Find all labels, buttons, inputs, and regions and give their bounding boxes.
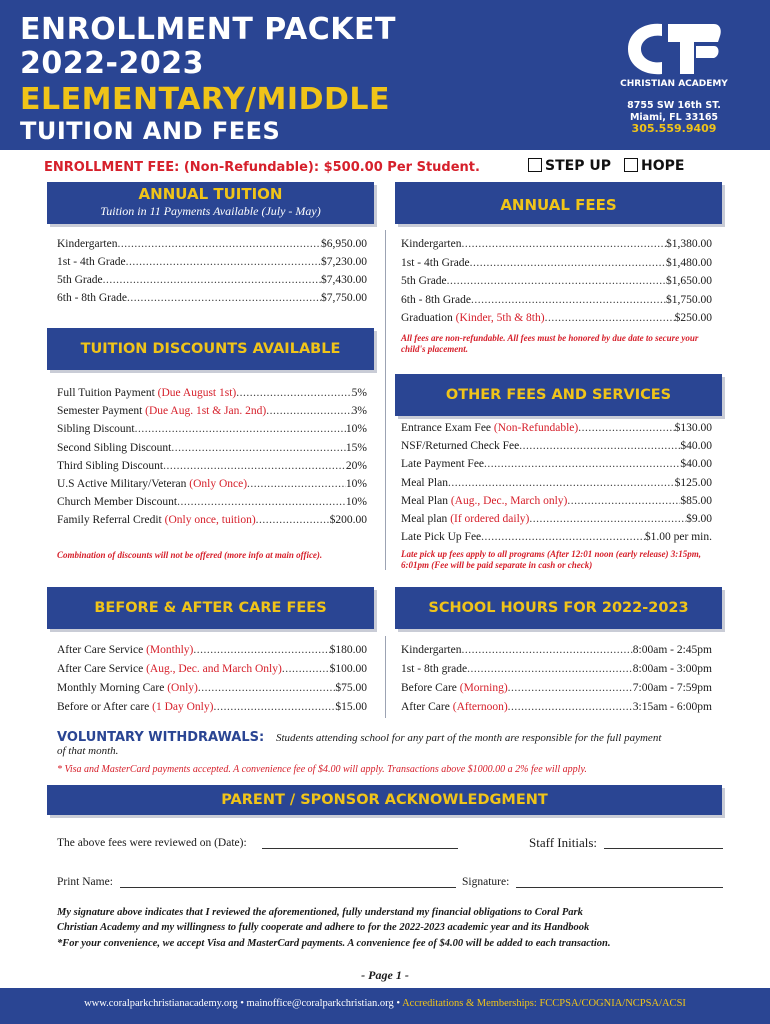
item-value: $1,750.00 — [666, 293, 712, 306]
item-value: $130.00 — [674, 422, 712, 434]
item-label-text: Kindergarten — [401, 238, 462, 250]
item-label — [57, 495, 177, 509]
dot-leader — [135, 422, 346, 436]
list-item — [401, 439, 712, 453]
list-item — [401, 256, 712, 270]
other-fees-note: Late pick up fees apply to all programs (After 12:01 noon (early release) 3:15pm, 6:01pm (Fee will be paid separate in cash or check) — [401, 549, 701, 570]
item-value: 10% — [345, 478, 367, 490]
item-value: $7,750.00 — [321, 292, 367, 304]
discounts-note: Combination of discounts will not be offered (more info at main office). — [57, 550, 323, 560]
item-qualifier: (Morning) — [459, 682, 508, 694]
annual-tuition-title: ANNUAL TUITION — [138, 185, 283, 203]
dot-leader — [177, 495, 346, 509]
item-label — [401, 311, 545, 325]
item-label — [57, 459, 163, 473]
item-value: $1,480.00 — [666, 256, 712, 269]
acknowledgment-statement-3: *For your convenience, we accept Visa and MasterCard payments. A convenience fee of $4.00 will be added to each transaction. — [57, 938, 611, 949]
list-item — [57, 700, 367, 714]
dot-leader — [484, 457, 680, 471]
item-label-text: Kindergarten — [57, 238, 118, 250]
dot-leader — [519, 439, 680, 453]
acknowledgment-statement-2: Christian Academy and my willingness to fully cooperate and adhere to for the 2022-2023 academic year and its Handbook — [57, 922, 590, 933]
item-label-text: Kindergarten — [401, 644, 462, 656]
list-item — [401, 681, 712, 695]
list-item — [401, 700, 712, 714]
list-item — [57, 255, 367, 269]
list-item — [401, 457, 712, 471]
list-item — [57, 291, 367, 305]
dot-leader — [171, 441, 346, 455]
item-value: 8:00am - 2:45pm — [632, 644, 712, 656]
item-label-text: Meal plan — [401, 513, 448, 525]
item-label — [401, 512, 529, 526]
item-label-text: Late Payment Fee — [401, 458, 485, 471]
item-label — [57, 237, 117, 251]
acknowledgment-statement-1: My signature above indicates that I reviewed the aforementioned, fully understand my financial obligations to Coral Park — [57, 907, 583, 918]
list-item — [401, 643, 712, 657]
item-value: 10% — [345, 496, 367, 509]
item-value: $1.00 per min. — [644, 531, 712, 544]
item-value: $180.00 — [329, 644, 367, 656]
list-item — [401, 293, 712, 307]
list-item — [401, 421, 712, 435]
list-item — [57, 513, 367, 527]
item-label — [57, 681, 198, 695]
checkbox-box[interactable] — [528, 158, 542, 172]
dot-leader — [508, 700, 633, 714]
item-label-text: Second Sibling Discount — [57, 441, 172, 454]
item-qualifier: (Only Once) — [189, 478, 248, 490]
address-line-2: Miami, FL 33165 — [629, 112, 719, 123]
item-value: $125.00 — [674, 476, 712, 489]
dot-leader — [447, 274, 666, 288]
annual-fees-note: All fees are non-refundable. All fees must be honored by due date to secure your child's placement. — [401, 333, 699, 354]
item-label — [401, 293, 471, 307]
dot-leader — [470, 256, 666, 270]
list-item — [401, 530, 712, 544]
signature-label: Signature: — [462, 876, 510, 888]
hours-title: SCHOOL HOURS FOR 2022-2023 — [428, 600, 689, 616]
item-value: 5% — [351, 387, 367, 399]
list-item — [401, 311, 712, 325]
list-item — [57, 404, 367, 418]
step-up-checkbox[interactable] — [528, 158, 611, 174]
staff-initials-label: Staff Initials: — [529, 835, 598, 850]
withdrawals-heading: VOLUNTARY WITHDRAWALS: — [57, 730, 265, 745]
item-label-text: Monthly Morning Care — [57, 682, 165, 694]
dot-leader — [567, 494, 680, 508]
item-label-text: 1st - 4th Grade — [57, 256, 126, 268]
list-item — [401, 476, 712, 490]
list-item — [57, 477, 367, 491]
school-name: CHRISTIAN ACADEMY — [620, 79, 728, 89]
item-label — [57, 273, 103, 287]
item-label-text: Graduation — [401, 312, 453, 324]
list-item — [57, 386, 367, 400]
dot-leader — [467, 662, 633, 676]
footer-links[interactable]: www.coralparkchristianacademy.org • mainoffice@coralparkchristian.org • — [84, 998, 401, 1009]
item-label — [401, 457, 484, 471]
item-label-text: U.S Active Military/Veteran — [57, 478, 187, 490]
item-label-text: After Care Service — [57, 663, 144, 675]
item-label-text: After Care — [401, 701, 450, 713]
list-item — [57, 662, 367, 676]
item-value: 3% — [351, 405, 367, 418]
checkbox-box[interactable] — [624, 158, 638, 172]
item-label — [401, 530, 481, 544]
item-label-text: Late Pick Up Fee — [401, 531, 482, 544]
item-qualifier: (Kinder, 5th & 8th) — [455, 312, 545, 324]
item-value: $7,230.00 — [321, 256, 367, 268]
item-label — [401, 662, 467, 676]
dot-leader — [578, 421, 674, 435]
dot-leader — [508, 681, 633, 695]
list-item — [57, 459, 367, 473]
other-fees-title: OTHER FEES AND SERVICES — [445, 387, 672, 403]
dot-leader — [256, 513, 330, 527]
item-label — [401, 476, 448, 490]
list-item — [401, 494, 712, 508]
list-item — [401, 274, 712, 288]
dot-leader — [163, 459, 346, 473]
item-label — [57, 441, 171, 455]
item-value: $100.00 — [329, 663, 367, 675]
phone-number: 305.559.9409 — [631, 122, 717, 135]
item-value: $7,430.00 — [321, 274, 367, 286]
item-label — [401, 256, 470, 270]
item-label-text: 1st - 4th Grade — [401, 256, 470, 269]
dot-leader — [481, 530, 645, 544]
item-value: $250.00 — [674, 312, 712, 324]
item-label-text: Entrance Exam Fee — [401, 422, 492, 434]
item-label — [57, 404, 266, 418]
item-value: $75.00 — [335, 682, 367, 694]
item-qualifier: (Aug., Dec., March only) — [450, 494, 568, 507]
dot-leader — [266, 404, 351, 418]
list-item — [57, 237, 367, 251]
item-value: 15% — [345, 441, 367, 454]
title-line-3: ELEMENTARY/MIDDLE — [20, 82, 390, 117]
item-label-text: Full Tuition Payment — [57, 387, 155, 399]
item-qualifier: (Non-Refundable) — [493, 422, 579, 434]
list-item — [57, 643, 367, 657]
item-label-text: 6th - 8th Grade — [57, 292, 127, 304]
dot-leader — [529, 512, 686, 526]
list-item — [401, 662, 712, 676]
dot-leader — [247, 477, 346, 491]
staff-initials-field[interactable] — [604, 848, 723, 849]
item-qualifier: (Due Aug. 1st & Jan. 2nd) — [145, 405, 267, 418]
item-label-text: 6th - 8th Grade — [401, 293, 471, 306]
item-value: $200.00 — [329, 514, 367, 527]
item-value: 10% — [345, 423, 367, 436]
print-name-field[interactable] — [120, 887, 456, 888]
item-label-text: Third Sibling Discount — [57, 459, 164, 472]
item-label — [57, 386, 236, 400]
dot-leader — [103, 273, 321, 287]
item-label-text: Semester Payment — [57, 405, 143, 418]
item-label-text: 5th Grade — [401, 275, 447, 287]
page-number: - Page 1 - — [361, 968, 409, 982]
item-value: $9.00 — [686, 513, 712, 525]
item-label-text: 5th Grade — [57, 274, 103, 286]
item-value: 7:00am - 7:59pm — [632, 682, 712, 694]
item-qualifier: (Afternoon) — [452, 701, 508, 713]
item-label — [401, 494, 567, 508]
item-qualifier: (Only) — [167, 682, 198, 694]
item-value: $40.00 — [680, 458, 712, 471]
dot-leader — [461, 643, 632, 657]
list-item — [401, 512, 712, 526]
item-label — [57, 477, 247, 491]
dot-leader — [126, 255, 321, 269]
discounts-title: TUITION DISCOUNTS AVAILABLE — [80, 341, 341, 357]
hope-checkbox[interactable] — [624, 158, 684, 174]
item-label-text: NSF/Returned Check Fee — [401, 440, 520, 453]
item-value: $6,950.00 — [321, 238, 367, 250]
address-line-1: 8755 SW 16th ST. — [627, 100, 721, 111]
column-divider — [385, 230, 386, 570]
list-item — [57, 441, 367, 455]
item-label-text: Sibling Discount — [57, 423, 135, 436]
item-label — [401, 643, 461, 657]
item-label-text: Family Referral Credit — [57, 514, 162, 527]
annual-fees-title: ANNUAL FEES — [500, 196, 617, 214]
item-value: $85.00 — [680, 494, 712, 507]
dot-leader — [193, 643, 329, 657]
item-label — [57, 662, 282, 676]
item-value: $15.00 — [335, 701, 367, 713]
acknowledgment-title: PARENT / SPONSOR ACKNOWLEDGMENT — [221, 792, 548, 808]
item-label-text: Meal Plan — [401, 476, 448, 489]
item-qualifier: (1 Day Only) — [152, 701, 214, 713]
item-value: $1,380.00 — [666, 238, 712, 250]
item-qualifier: (Due August 1st) — [157, 387, 237, 399]
item-value: 20% — [345, 459, 367, 472]
item-label — [401, 274, 447, 288]
dot-leader — [282, 662, 330, 676]
item-label — [401, 700, 508, 714]
item-label-text: Before or After care — [57, 701, 150, 713]
item-label — [401, 681, 508, 695]
hope-label: HOPE — [641, 158, 685, 174]
list-item — [401, 237, 712, 251]
item-label — [57, 643, 193, 657]
item-label — [57, 255, 126, 269]
enrollment-fee: ENROLLMENT FEE: (Non-Refundable): $500.00 Per Student. — [44, 160, 480, 175]
dot-leader — [127, 291, 321, 305]
item-value: $1,650.00 — [666, 275, 712, 287]
item-label-text: Meal Plan — [401, 494, 448, 507]
dot-leader — [213, 700, 335, 714]
list-item — [57, 681, 367, 695]
dot-leader — [545, 311, 675, 325]
visa-note: * Visa and MasterCard payments accepted. A convenience fee of $4.00 will apply. Transactions above $1000.00 a 2% fee will apply. — [57, 764, 587, 775]
item-label — [57, 700, 213, 714]
signature-field[interactable] — [516, 887, 723, 888]
step-up-label: STEP UP — [545, 158, 611, 174]
care-title: BEFORE & AFTER CARE FEES — [94, 600, 327, 616]
reviewed-date-label: The above fees were reviewed on (Date): — [57, 837, 247, 849]
title-line-4: TUITION AND FEES — [20, 117, 281, 145]
title-line-2: 2022-2023 — [20, 46, 204, 81]
item-value: 8:00am - 3:00pm — [632, 663, 712, 675]
cp-logo-icon — [622, 18, 722, 80]
column-divider — [385, 636, 386, 718]
reviewed-date-field[interactable] — [262, 848, 458, 849]
list-item — [57, 495, 367, 509]
item-qualifier: (If ordered daily) — [450, 513, 530, 525]
item-label — [401, 421, 578, 435]
item-label — [57, 513, 256, 527]
footer-text — [0, 998, 770, 1009]
dot-leader — [461, 237, 666, 251]
item-qualifier: (Only once, tuition) — [164, 514, 256, 527]
item-label — [401, 237, 461, 251]
item-qualifier: (Monthly) — [146, 644, 194, 656]
item-label-text: 1st - 8th grade — [401, 663, 468, 675]
item-value: $40.00 — [680, 440, 712, 453]
item-label-text: After Care Service — [57, 644, 144, 656]
list-item — [57, 422, 367, 436]
annual-tuition-subtitle: Tuition in 11 Payments Available (July - May) — [100, 204, 321, 218]
item-label — [401, 439, 519, 453]
list-item — [57, 273, 367, 287]
dot-leader — [236, 386, 351, 400]
print-name-label: Print Name: — [57, 876, 113, 888]
dot-leader — [448, 476, 675, 490]
item-label — [57, 422, 135, 436]
dot-leader — [198, 681, 336, 695]
dot-leader — [471, 293, 666, 307]
withdrawals-text-1: Students attending school for any part of the month are responsible for the full payment — [276, 732, 662, 744]
item-qualifier: (Aug., Dec. and March Only) — [146, 663, 282, 675]
item-label-text: Church Member Discount — [57, 496, 178, 509]
item-label-text: Before Care — [401, 682, 457, 694]
item-label — [57, 291, 127, 305]
title-line-1: ENROLLMENT PACKET — [20, 12, 396, 47]
dot-leader — [117, 237, 321, 251]
footer-accreditations: Accreditations & Memberships: FCCPSA/COGNIA/NCPSA/ACSI — [402, 998, 686, 1009]
item-value: 3:15am - 6:00pm — [632, 701, 712, 713]
withdrawals-text-2: of that month. — [57, 745, 119, 757]
